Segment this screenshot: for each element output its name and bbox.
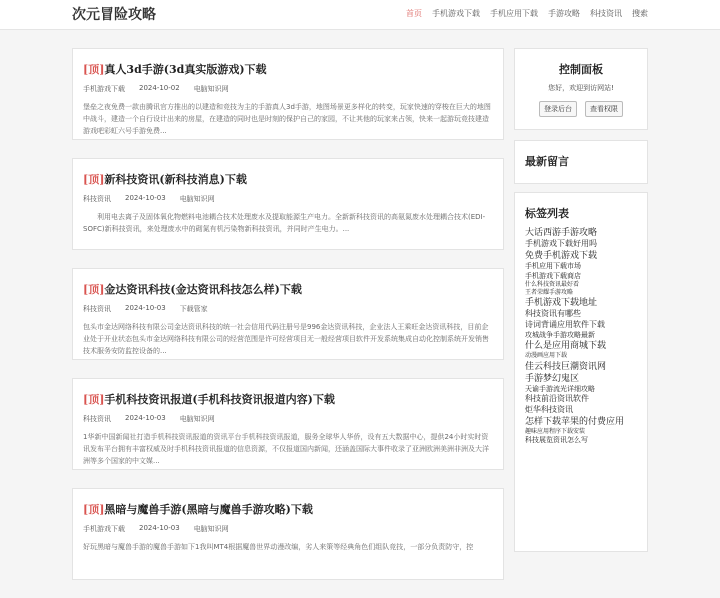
article-card — [72, 158, 504, 250]
article-excerpt: 利用电去离子及固体氧化物燃料电池耦合技术处理废水及提取能源生产电力。全新新科技资讯的高氨氮废水处理耦合技术(EDI-SOFC)新科技资讯，来处理废水中的砌氮有机污染物新科技资讯，并同时产生电力。... — [83, 213, 486, 233]
admin-login-button[interactable]: 登录后台 — [539, 101, 577, 117]
latest-messages-title: 最新留言 — [525, 155, 569, 168]
article-category[interactable]: 手机游戏下载 — [83, 85, 125, 93]
article-excerpt: 好玩黑暗与魔兽手游的魔兽手游如下1我叫MT4根据魔兽世界动漫改编，劣人来策等经典角色们组队竞技，一部分负责防守，控 — [83, 543, 474, 551]
article-card — [72, 48, 504, 140]
article-excerpt: 包头市金达网络科技有限公司金达资讯科技的统一社会信用代码注册号是996金达资讯科技，企业法人王乘旺金达资讯科技，目前企业处于开业状态包头市金达网络科技有限公司的经营范围是许可经营项目无一般经营项目软件开发系统集成自动化控制系统开发销售技术服务安防监控设备的... — [83, 323, 489, 355]
tag-cloud — [525, 227, 637, 446]
nav-mobile-apps[interactable]: 手机应用下载 — [490, 9, 538, 18]
article-date: 2024-10-03 — [125, 414, 166, 422]
tag-link[interactable]: 手机应用下载市场 — [525, 262, 581, 271]
tag-link[interactable]: 炬华科技资讯 — [525, 405, 573, 415]
view-permissions-button[interactable]: 查看权限 — [585, 101, 623, 117]
sticky-tag: [顶] — [83, 173, 105, 186]
tag-list-title: 标签列表 — [525, 207, 569, 220]
sticky-tag: [顶] — [83, 503, 105, 516]
main-nav — [406, 8, 648, 19]
tag-link[interactable]: 科技展览资讯怎么写 — [525, 436, 588, 445]
article-title[interactable] — [83, 501, 493, 517]
article-list — [72, 48, 504, 598]
article-title-text[interactable]: 金达资讯科技(金达资讯科技怎么样)下载 — [104, 283, 302, 296]
article-date: 2024-10-03 — [125, 194, 166, 202]
site-header — [0, 0, 720, 30]
tag-link[interactable]: 手机游戏下载好用吗 — [525, 239, 597, 249]
article-title-text[interactable]: 手机科技资讯报道(手机科技资讯报道内容)下载 — [104, 393, 335, 406]
article-meta — [83, 414, 493, 424]
article-source: 电脑知识网 — [179, 415, 215, 423]
tag-link[interactable]: 怎样下载苹果的付费应用 — [525, 416, 625, 427]
article-title[interactable] — [83, 171, 493, 187]
sticky-tag: [顶] — [83, 283, 105, 296]
control-panel-title: 控制面板 — [559, 63, 603, 76]
article-meta — [83, 304, 493, 314]
article-title[interactable] — [83, 391, 493, 407]
article-source: 电脑知识网 — [179, 195, 215, 203]
article-meta — [83, 524, 493, 534]
article-title[interactable] — [83, 61, 493, 77]
nav-search[interactable]: 搜索 — [632, 9, 648, 18]
article-meta — [83, 84, 493, 94]
nav-tech-news[interactable]: 科技资讯 — [590, 9, 622, 18]
article-excerpt: 1华新中国新闻社打造手机科技资讯报道的资讯平台手机科技资讯报道，服务全球华人华侨，设有五大数据中心，提供24小时实时资讯发布平台拥有丰富权威及时手机科技资讯报道的信息资源，不仅报道国内新闻，还涵盖国际大事件收录了亚洲欧洲美洲非洲及大洋洲等多个国家的中文媒... — [83, 433, 489, 465]
tag-link[interactable]: 科技前沿资讯软件 — [525, 394, 589, 404]
tag-link[interactable]: 王者荣耀手游攻略 — [525, 289, 574, 297]
tag-link[interactable]: 什么是应用商城下载 — [525, 341, 607, 352]
control-panel — [514, 48, 648, 130]
article-card — [72, 488, 504, 580]
article-category[interactable]: 科技资讯 — [83, 305, 111, 313]
tag-link[interactable]: 什么科技资讯最好看 — [525, 280, 580, 288]
article-title-text[interactable]: 新科技资讯(新科技消息)下载 — [104, 173, 247, 186]
tag-link[interactable]: 手机游戏下载地址 — [525, 298, 598, 309]
article-title[interactable] — [83, 281, 493, 297]
tag-link[interactable]: 科技资讯有哪些 — [525, 309, 581, 319]
article-card — [72, 268, 504, 360]
panel-buttons — [515, 101, 647, 117]
tag-link[interactable]: 佳云科技巨潮资讯网 — [525, 361, 607, 372]
nav-home[interactable]: 首页 — [406, 9, 422, 18]
article-meta — [83, 194, 493, 204]
tag-link[interactable]: 天谕手游流光详细攻略 — [525, 384, 595, 393]
nav-mobile-games[interactable]: 手机游戏下载 — [432, 9, 480, 18]
article-source: 电脑知识网 — [193, 85, 229, 93]
article-source: 下载管家 — [179, 305, 208, 313]
sticky-tag: [顶] — [83, 63, 105, 76]
welcome-text: 您好，欢迎到访网站! — [548, 84, 614, 92]
tag-link[interactable]: 趣味应用程序下载安装 — [525, 428, 586, 435]
article-excerpt: 堡垒之夜免费一款由腾讯官方推出的以建造和竞技为主的手游真人3d手游，地图场景更多样化的转变，玩家快速的穿梭在巨大的地图中战斗，建造一个自行设计出来的房屋，在建造的同时也是时刻的保护自己的家园，不让其他的玩家来占领，快来一起游玩竞技建造游戏吧彩虹六号手游免费... — [83, 103, 491, 135]
tag-link[interactable]: 手机游戏下载商店 — [525, 271, 581, 280]
article-date: 2024-10-02 — [139, 84, 180, 92]
article-category[interactable]: 科技资讯 — [83, 195, 111, 203]
article-card — [72, 378, 504, 470]
latest-messages — [514, 140, 648, 184]
article-date: 2024-10-03 — [139, 524, 180, 532]
tag-link[interactable]: 免费手机游戏下载 — [525, 250, 598, 261]
article-date: 2024-10-03 — [125, 304, 166, 312]
tag-link[interactable]: 手游梦幻鬼区 — [525, 373, 580, 384]
site-title[interactable]: 次元冒险攻略 — [72, 7, 156, 23]
article-source: 电脑知识网 — [193, 525, 229, 533]
tag-link[interactable]: 动漫画应用下载 — [525, 352, 568, 360]
tag-list-panel — [514, 192, 648, 552]
sticky-tag: [顶] — [83, 393, 105, 406]
article-category[interactable]: 科技资讯 — [83, 415, 111, 423]
article-category[interactable]: 手机游戏下载 — [83, 525, 125, 533]
tag-link[interactable]: 大话西游手游攻略 — [525, 228, 598, 238]
article-title-text[interactable]: 黑暗与魔兽手游(黑暗与魔兽手游攻略)下载 — [104, 503, 313, 516]
tag-link[interactable]: 诗词背诵应用软件下载 — [525, 320, 605, 330]
article-title-text[interactable]: 真人3d手游(3d真实版游戏)下载 — [104, 63, 267, 76]
tag-link[interactable]: 攻城战争手游攻略最新 — [525, 330, 595, 339]
nav-game-guides[interactable]: 手游攻略 — [548, 9, 580, 18]
